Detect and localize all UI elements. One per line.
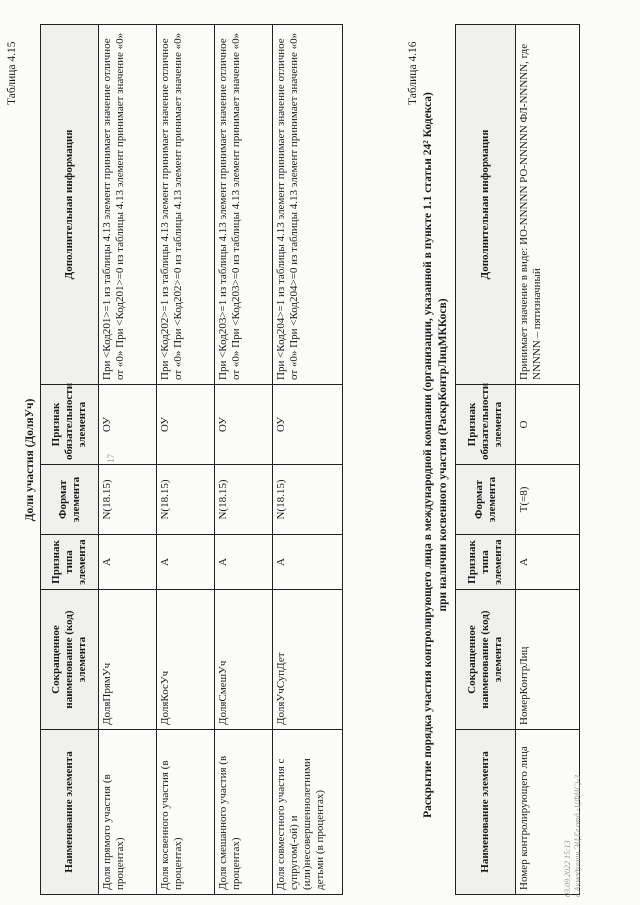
table-cell: О	[516, 385, 580, 465]
table-cell: N(18.15)	[273, 465, 343, 535]
stamp-line: 03.09.2022 15:13	[563, 840, 572, 897]
table-cell: Номер контролирующего лица	[516, 730, 580, 895]
table2-title-line2: при наличии косвенного участия (РаскрКонтрЛицМККосв)	[437, 298, 449, 612]
table1-header-cell: Сокращенное наименование (код) элемента	[41, 590, 99, 730]
table-cell: Доля смешанного участия (в процентах)	[215, 730, 273, 895]
table-cell: ОУ	[157, 385, 215, 465]
table2-title-line1: Раскрытие порядка участия контролирующего лица в международной компании (организации, указанной в пункте 1.1 статьи 24² Кодекса)	[422, 92, 434, 818]
table1-caption: Таблица 4.15	[6, 41, 18, 105]
table-row	[516, 25, 580, 895]
table-cell: А	[99, 535, 157, 590]
table-cell: N(18.15)	[157, 465, 215, 535]
table1-title: Доли участия (ДоляУч)	[24, 398, 36, 522]
table-cell: N(18.15)	[215, 465, 273, 535]
table-row	[157, 25, 215, 895]
table-cell: При <Код204>=1 из таблицы 4.13 элемент принимает значение отличное от «0» При <Код204>=0 из таблицы 4.13 элемент принимает значение «0»	[273, 25, 343, 385]
table-4-16	[455, 24, 580, 895]
table2-header-cell: Формат элемента	[456, 465, 516, 535]
table-cell: Доля косвенного участия (в процентах)	[157, 730, 215, 895]
table-row	[215, 25, 273, 895]
table-cell: При <Код202>=1 из таблицы 4.13 элемент принимает значение отличное от «0» При <Код202>=0 из таблицы 4.13 элемент принимает значение «0»	[157, 25, 215, 385]
table-cell: ДоляСмешУч	[215, 590, 273, 730]
table-cell: ОУ	[215, 385, 273, 465]
table-cell: ОУ	[273, 385, 343, 465]
table-cell: ДоляПрямУч	[99, 590, 157, 730]
table1-header-cell: Дополнительная информация	[41, 25, 99, 385]
table-cell: Доля прямого участия (в процентах)	[99, 730, 157, 895]
table-row	[99, 25, 157, 895]
page-number: 17	[106, 454, 116, 463]
table-cell: При <Код203>=1 из таблицы 4.13 элемент принимает значение отличное от «0» При <Код203>=0 из таблицы 4.13 элемент принимает значение «0»	[215, 25, 273, 385]
table1-header-row	[41, 25, 99, 895]
table1-header-cell: Формат элемента	[41, 465, 99, 535]
electronic-stamp	[563, 775, 583, 897]
table2-caption: Таблица 4.16	[407, 41, 419, 105]
table2-header-cell: Сокращенное наименование (код) элемента	[456, 590, 516, 730]
table-cell: А	[273, 535, 343, 590]
table2-header-row	[456, 25, 516, 895]
table2-header-cell: Признак обязательности элемента	[456, 385, 516, 465]
table-cell: T(=8)	[516, 465, 580, 535]
table-cell: При <Код201>=1 из таблицы 4.13 элемент принимает значение отличное от «0» При <Код201>=0 из таблицы 4.13 элемент принимает значение «0»	[99, 25, 157, 385]
table-cell: ДоляКосУч	[157, 590, 215, 730]
table2-header-cell: Дополнительная информация	[456, 25, 516, 385]
table-cell: А	[157, 535, 215, 590]
table1-header-cell: Наименование элемента	[41, 730, 99, 895]
table-cell: ДоляУчСупДет	[273, 590, 343, 730]
table-cell: N(18.15)	[99, 465, 157, 535]
table-cell: А	[516, 535, 580, 590]
table-cell: А	[215, 535, 273, 590]
table-row	[273, 25, 343, 895]
table2-header-cell: Признак типа элемента	[456, 535, 516, 590]
table-cell: Доля совместного участия с супругом(-ой) и (или)несовершеннолетними детьми (в процентах)	[273, 730, 343, 895]
table-4-15	[40, 24, 343, 895]
table1-header-cell: Признак обязательности элемента	[41, 385, 99, 465]
table-cell: ОУ	[99, 385, 157, 465]
stamp-line: с.Ахмадуллин ЭЦ Гл.отд.-1(ФНС)-З	[573, 775, 582, 897]
table-cell: НомерКонтрЛиц	[516, 590, 580, 730]
table1-header-cell: Признак типа элемента	[41, 535, 99, 590]
table2-header-cell: Наименование элемента	[456, 730, 516, 895]
table-cell: Принимает значение в виде: ИО-NNNNN РО-NNNNN ФЛ-NNNNN, где NNNNN – пятизначный	[516, 25, 580, 385]
